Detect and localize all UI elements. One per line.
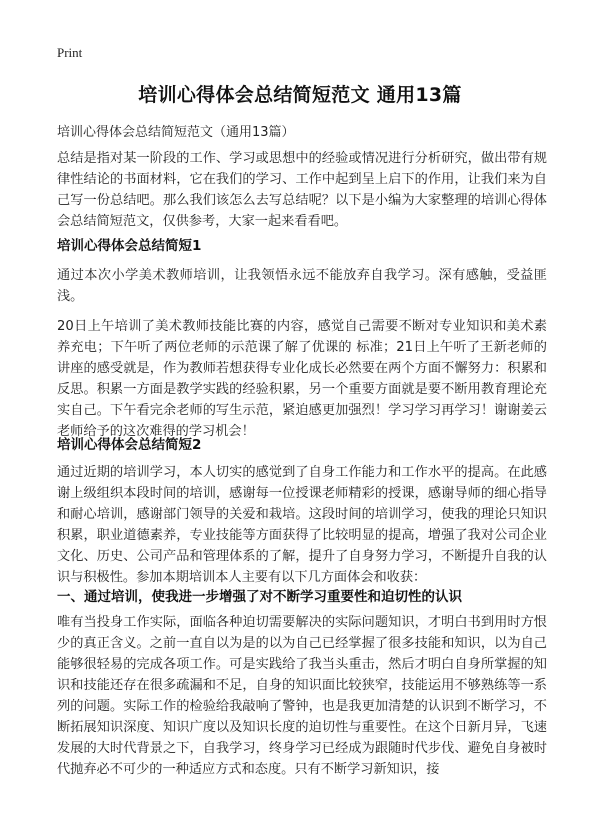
document-subtitle: 培训心得体会总结简短范文（通用13篇） — [57, 125, 295, 140]
print-label: Print — [57, 45, 83, 60]
section-2-heading: 培训心得体会总结简短2 — [57, 437, 202, 453]
intro-paragraph: 总结是指对某一阶段的工作、学习或思想中的经验或情况进行分析研究，做出带有规律性结论的书面材料，它在我们的学习、工作中起到呈上启下的作用，让我们来为自己写一份总结吧。那么我们该怎么去写总结呢？以下是小编为大家整理的培训心得体会总结简短范文，仅供参考，大家一起来看看吧。 — [57, 151, 547, 229]
document-title: 培训心得体会总结简短范文 通用13篇 — [138, 84, 462, 106]
section-2-subheading: 一、通过培训，使我进一步增强了对不断学习重要性和迫切性的认识 — [57, 589, 462, 605]
section-2-paragraph-1: 通过近期的培训学习，本人切实的感觉到了自身工作能力和工作水平的提高。在此感谢上级组织本段时间的培训，感谢每一位授课老师精彩的授课，感谢导师的细心指导和耐心培训，感谢部门领导的关爱和栽培。这段时间的培训学习，使我的理论只知识积累，职业道德素养，专业技能等方面获得了比较明显的提高，增强了我对公司企业文化、历史、公司产品和管理体系的了解，提升了自身努力学习，不断提升自我的认识与积极性。参加本期培训本人主要有以下几方面体会和收获： — [57, 465, 547, 585]
section-1-paragraph-2: 20日上午培训了美术教师技能比赛的内容，感觉自己需要不断对专业知识和美术素养充电；下午听了两位老师的示范课了解了优课的 标准；21日上午听了王新老师的讲座的感受就是，作为教师若想获得专业化成长必然要在两个方面不懈努力：积累和反思。积累一方面是教学实践的经验积累，另一个重要方面就是要不断用教育理论充实自己。下午看完余老师的写生示范，紧迫感更加强烈！学习学习再学习！谢谢姜云老师给予的这次难得的学习机会！ — [57, 319, 547, 439]
section-2-paragraph-2: 唯有当投身工作实际，面临各种迫切需要解决的实际问题知识，才明白书到用时方恨少的真正含义。之前一直自以为是的以为自己已经掌握了很多技能和知识，以为自己能够很轻易的完成各项工作。可是实践给了我当头重击，然后才明白自身所掌握的知识和技能还存在很多疏漏和不足，自身的知识面比较狭窄，技能运用不够熟练等一系列的问题。实际工作的检验给我敲响了警钟，也是我更加清楚的认识到不断学习，不断拓展知识深度、知识广度以及知识长度的迫切性与重要性。在这个日新月异，飞速发展的大时代背景之下，自我学习，终身学习已经成为跟随时代步伐、避免自身被时代抛弃必不可少的一种适应方式和态度。只有不断学习新知识，接 — [57, 615, 547, 777]
section-1-heading: 培训心得体会总结简短1 — [57, 238, 202, 254]
section-1-paragraph-1: 通过本次小学美术教师培训，让我领悟永远不能放弃自我学习。深有感触，受益匪浅。 — [57, 268, 547, 304]
